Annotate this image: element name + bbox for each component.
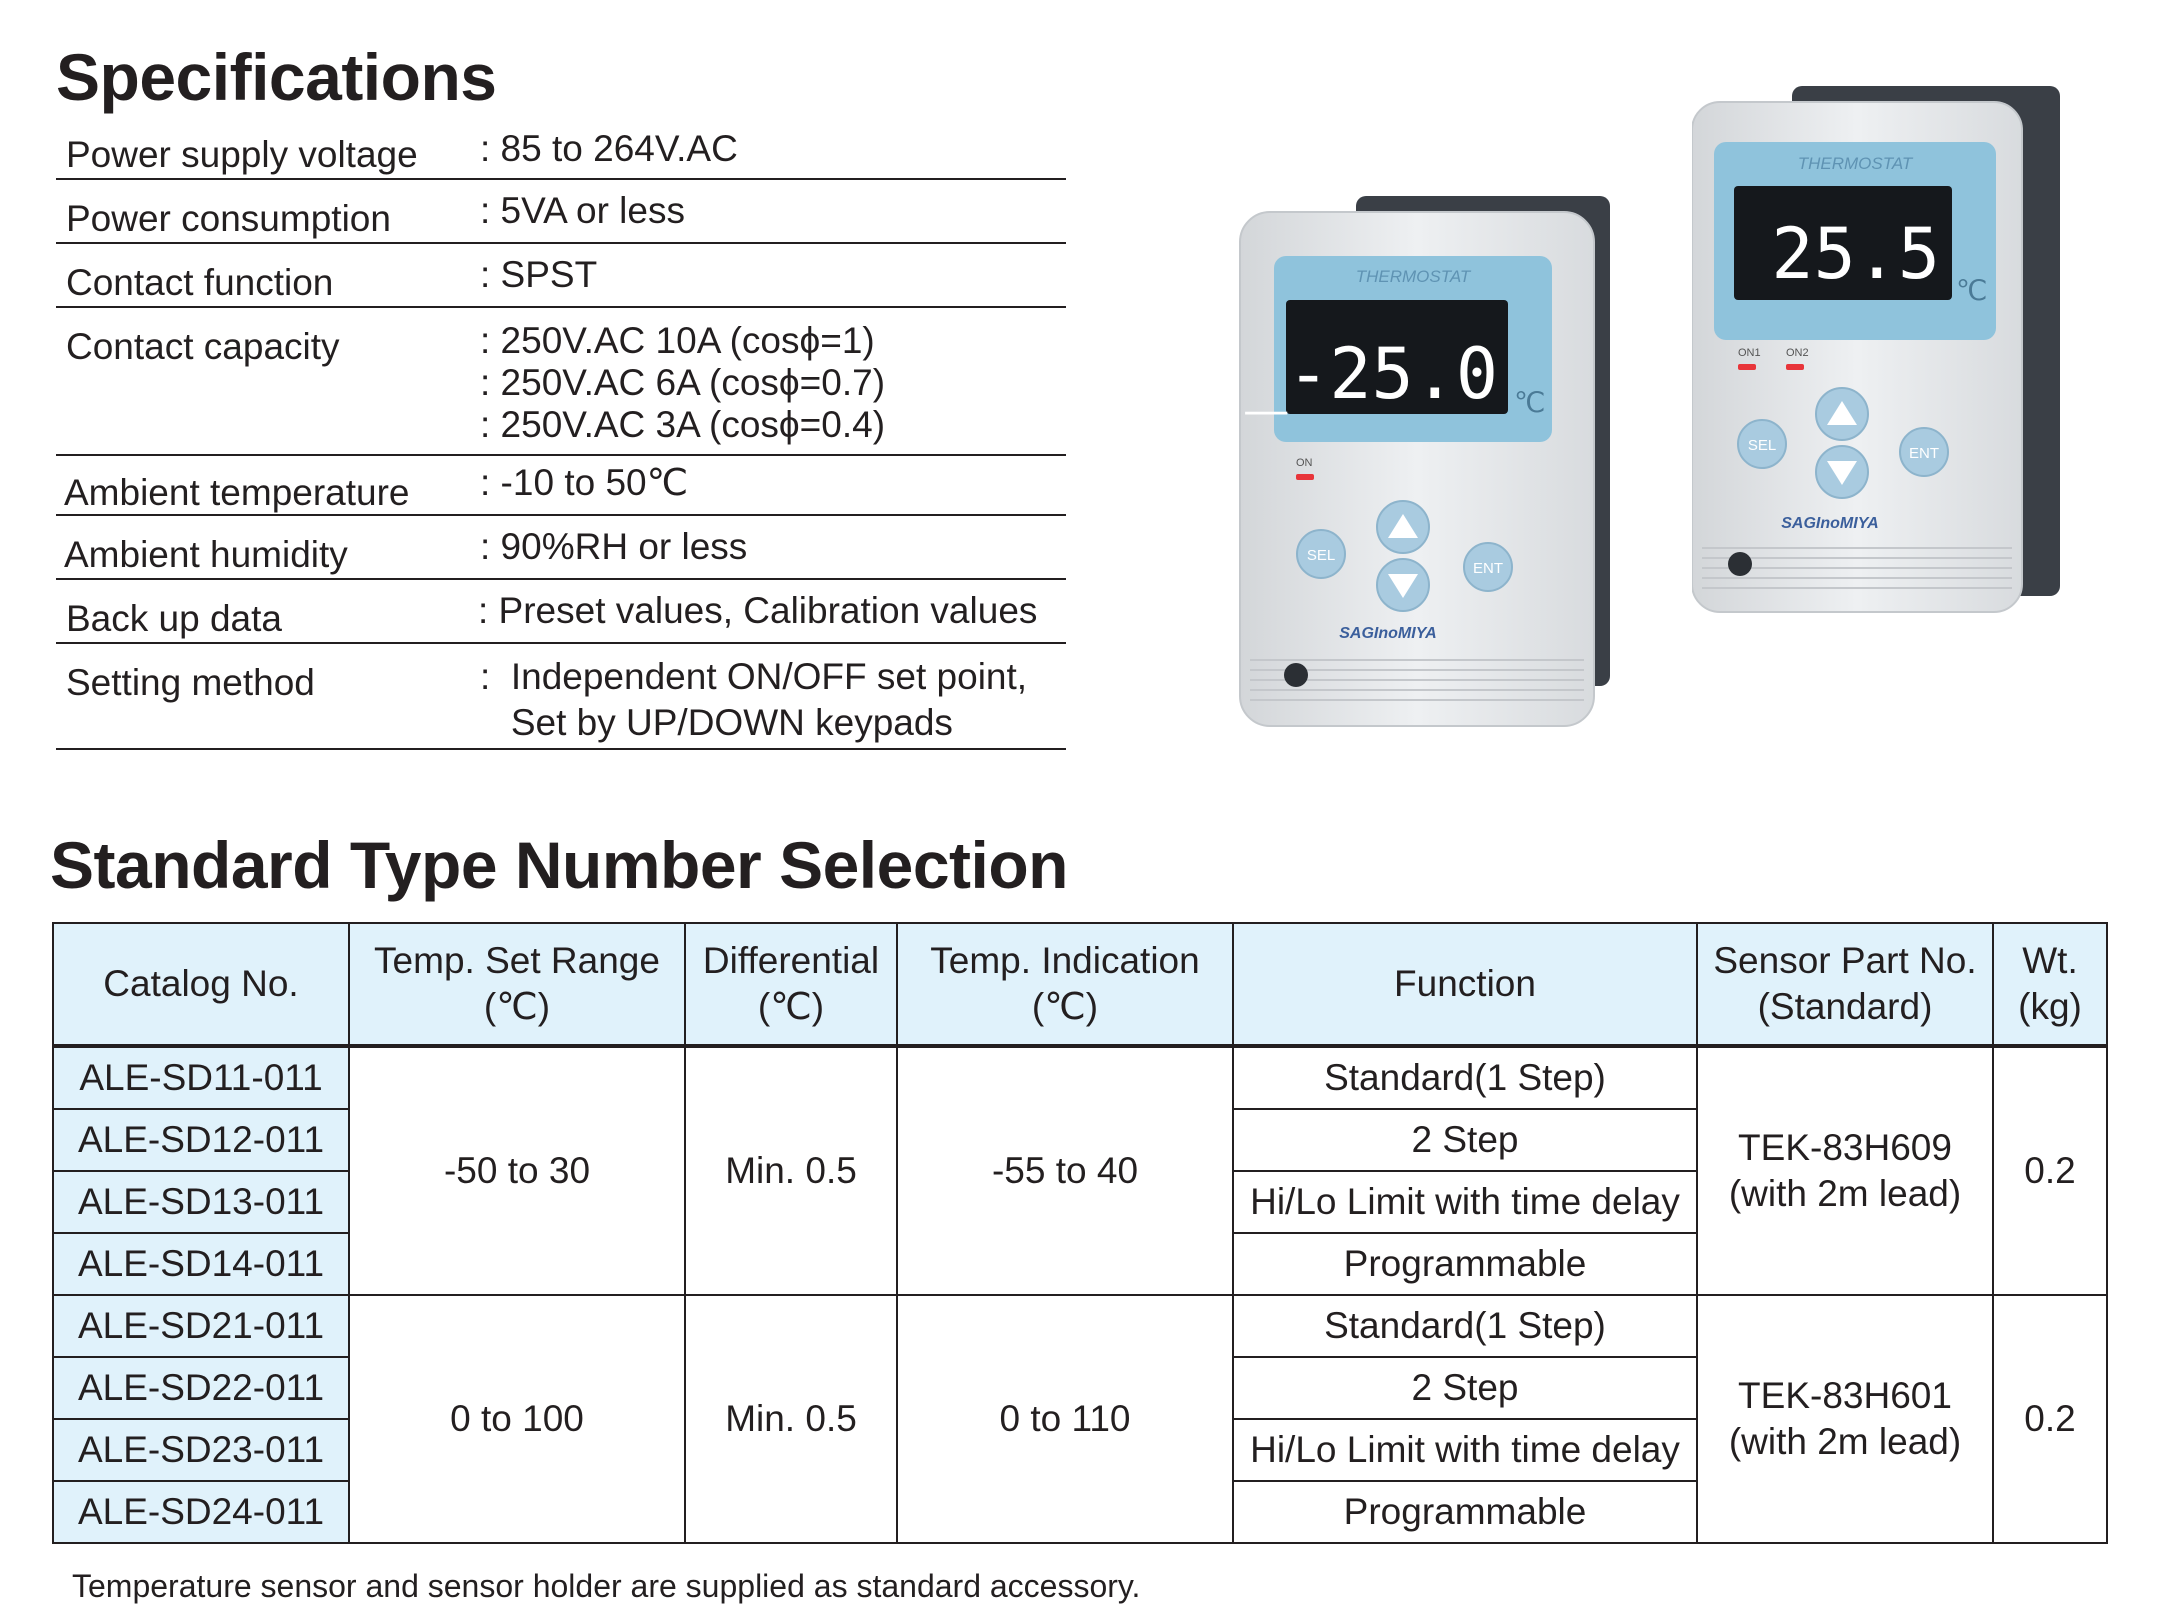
catalog-cell: ALE-SD14-011	[53, 1233, 349, 1295]
spec-value: : 250V.AC 10A (cosϕ=1)	[480, 320, 875, 361]
header-text: (Standard)	[1757, 986, 1933, 1027]
sensor-cell	[1697, 1295, 1993, 1543]
indicator-label-2: ON2	[1786, 347, 1809, 359]
function-cell: Standard(1 Step)	[1233, 1295, 1697, 1357]
display-unit: ℃	[1956, 275, 1988, 306]
spec-row-ambient-temperature	[56, 456, 1066, 516]
header-temp-indication	[897, 923, 1233, 1046]
brand-logo: SAGInoMIYA	[1781, 515, 1879, 532]
table-header-row	[53, 923, 2107, 1046]
spec-row-contact-capacity	[56, 308, 1066, 456]
spec-value: : 90%RH or less	[480, 526, 748, 567]
temp-range-cell: -50 to 30	[349, 1046, 685, 1295]
spec-value: : 250V.AC 6A (cosϕ=0.7)	[480, 362, 886, 403]
header-text: Temp. Indication	[930, 940, 1200, 981]
spec-row-backup-data	[56, 580, 1066, 644]
sensor-lead: (with 2m lead)	[1728, 1173, 1962, 1214]
catalog-cell: ALE-SD22-011	[53, 1357, 349, 1419]
spec-value: : -10 to 50℃	[480, 462, 689, 503]
spec-value: : Preset values, Calibration values	[478, 590, 1038, 631]
indicator-label-1: ON1	[1738, 347, 1761, 359]
catalog-cell: ALE-SD23-011	[53, 1419, 349, 1481]
catalog-cell: ALE-SD12-011	[53, 1109, 349, 1171]
display-unit: ℃	[1514, 387, 1546, 418]
spec-value: : 250V.AC 3A (cosϕ=0.4)	[480, 404, 886, 445]
header-text: Temp. Set Range	[374, 940, 660, 981]
weight-cell: 0.2	[1993, 1046, 2107, 1295]
header-catalog	[53, 923, 349, 1046]
spec-value: Set by UP/DOWN keypads	[480, 702, 953, 743]
catalog-cell: ALE-SD24-011	[53, 1481, 349, 1543]
header-text: Differential	[702, 940, 880, 981]
catalog-cell: ALE-SD21-011	[53, 1295, 349, 1357]
differential-cell: Min. 0.5	[685, 1046, 897, 1295]
ent-key-label: ENT	[1909, 445, 1939, 462]
header-unit: (℃)	[1031, 986, 1099, 1027]
display-value: 25.5	[1771, 213, 1940, 295]
indicator-led-1	[1738, 364, 1756, 370]
specifications-title: Specifications	[56, 40, 497, 114]
spec-row-power-supply	[56, 126, 1066, 180]
header-unit: (℃)	[757, 986, 825, 1027]
spec-row-ambient-humidity	[56, 516, 1066, 580]
indicator-led-2	[1786, 364, 1804, 370]
header-text: Function	[1394, 963, 1536, 1004]
cable-port	[1284, 663, 1308, 687]
indication-cell: 0 to 110	[897, 1295, 1233, 1543]
header-temp-set-range	[349, 923, 685, 1046]
function-cell: 2 Step	[1233, 1109, 1697, 1171]
function-cell: 2 Step	[1233, 1357, 1697, 1419]
indicator-led	[1296, 474, 1314, 480]
table-row	[53, 1046, 2107, 1109]
catalog-cell: ALE-SD13-011	[53, 1171, 349, 1233]
footnote: Temperature sensor and sensor holder are supplied as standard accessory.	[72, 1568, 1141, 1604]
function-cell: Hi/Lo Limit with time delay	[1233, 1171, 1697, 1233]
spec-row-contact-function	[56, 244, 1066, 308]
function-cell: Programmable	[1233, 1233, 1697, 1295]
table-row	[53, 1295, 2107, 1357]
display-value: _-25.0	[1245, 333, 1498, 415]
header-unit: (kg)	[2018, 986, 2082, 1027]
differential-cell: Min. 0.5	[685, 1295, 897, 1543]
ent-key-label: ENT	[1473, 560, 1503, 577]
brand-logo: SAGInoMIYA	[1339, 625, 1437, 642]
spec-label: Contact capacity	[66, 326, 340, 367]
function-cell: Standard(1 Step)	[1233, 1046, 1697, 1109]
header-catalog-text: Catalog No.	[103, 963, 299, 1004]
sensor-lead: (with 2m lead)	[1728, 1421, 1962, 1462]
thermostat-photo-right	[1692, 82, 2072, 632]
weight-cell: 0.2	[1993, 1295, 2107, 1543]
sensor-part-no: TEK-83H609	[1738, 1127, 1952, 1168]
header-differential	[685, 923, 897, 1046]
spec-value: : SPST	[480, 254, 598, 295]
header-function	[1233, 923, 1697, 1046]
function-cell: Hi/Lo Limit with time delay	[1233, 1419, 1697, 1481]
spec-value: : 5VA or less	[480, 190, 685, 231]
sensor-part-no: TEK-83H601	[1738, 1375, 1952, 1416]
selection-title: Standard Type Number Selection	[50, 828, 1068, 902]
spec-label: Ambient humidity	[64, 534, 348, 575]
sensor-cell	[1697, 1046, 1993, 1295]
spec-label: Back up data	[66, 598, 282, 639]
header-unit: (℃)	[483, 986, 551, 1027]
indicator-label: ON	[1296, 457, 1313, 469]
spec-label: Power consumption	[66, 198, 391, 239]
thermostat-photo-left	[1238, 190, 1618, 740]
sel-key-label: SEL	[1747, 437, 1777, 454]
panel-brand: THERMOSTAT	[1355, 267, 1471, 286]
spec-label: Ambient temperature	[64, 472, 410, 513]
spec-label: Contact function	[66, 262, 334, 303]
panel-brand: THERMOSTAT	[1797, 154, 1913, 173]
type-selection-table	[52, 922, 2108, 1544]
header-sensor-part	[1697, 923, 1993, 1046]
indication-cell: -55 to 40	[897, 1046, 1233, 1295]
cable-port	[1728, 552, 1752, 576]
spec-value: : Independent ON/OFF set point,	[480, 656, 1028, 697]
spec-value: : 85 to 264V.AC	[480, 128, 738, 169]
catalog-cell: ALE-SD11-011	[53, 1046, 349, 1109]
temp-range-cell: 0 to 100	[349, 1295, 685, 1543]
header-weight	[1993, 923, 2107, 1046]
specifications-list	[56, 126, 1066, 750]
spec-row-power-consumption	[56, 180, 1066, 244]
function-cell: Programmable	[1233, 1481, 1697, 1543]
spec-row-setting-method	[56, 644, 1066, 750]
spec-label: Power supply voltage	[66, 134, 418, 175]
spec-label: Setting method	[66, 662, 315, 703]
sel-key-label: SEL	[1306, 547, 1336, 564]
header-text: Sensor Part No.	[1713, 940, 1977, 981]
header-text: Wt.	[2022, 940, 2078, 981]
